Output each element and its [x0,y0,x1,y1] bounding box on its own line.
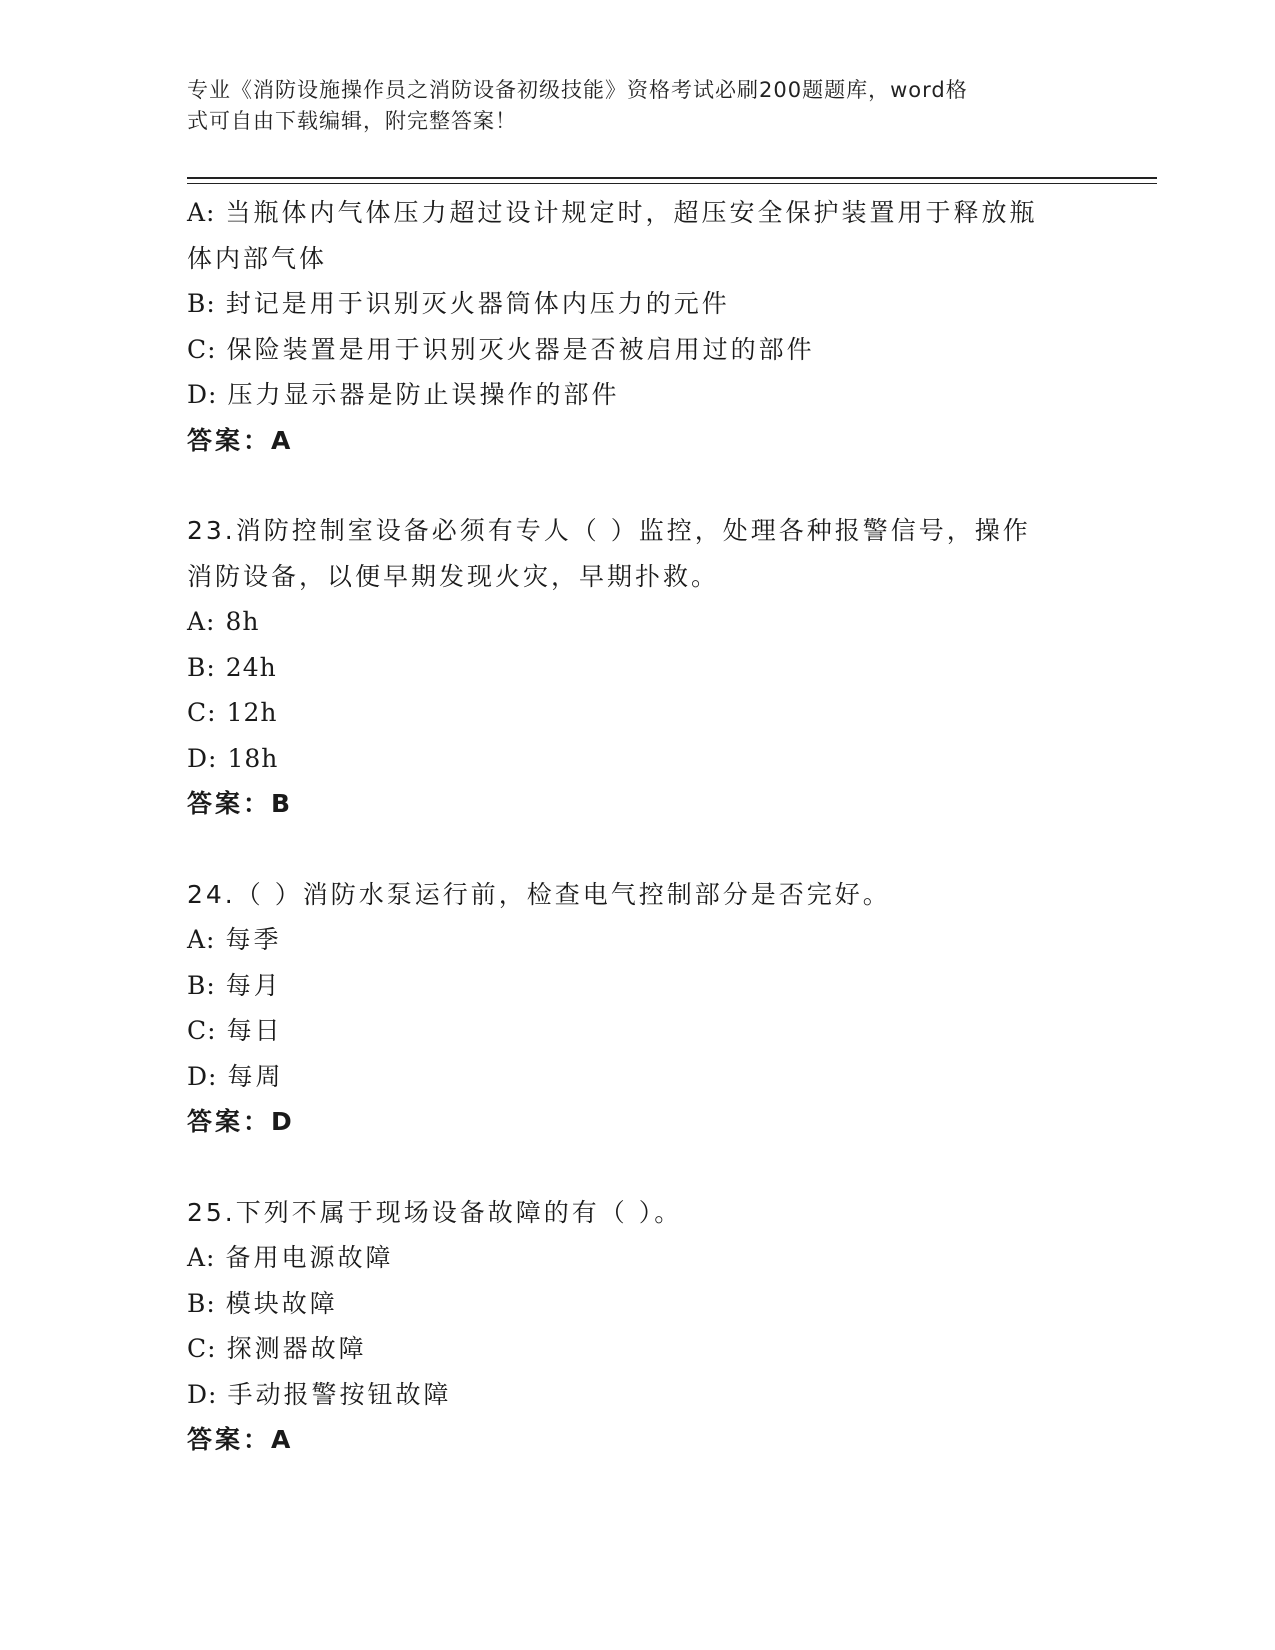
option-a: A: 每季 [187,925,282,954]
option-c: C: 保险装置是用于识别灭火器是否被启用过的部件 [187,334,815,364]
option-b: B: 封记是用于识别灭火器筒体内压力的元件 [187,289,730,318]
question-text: 23.消防控制室设备必须有专人（ ）监控，处理各种报警信号，操作 [187,516,1031,545]
option-a: A: 当瓶体内气体压力超过设计规定时，超压安全保护装置用于释放瓶 [187,198,1038,227]
option-c: C: 探测器故障 [187,1334,367,1363]
option-d: D: 手动报警按钮故障 [187,1379,452,1409]
option-b: B: 每月 [187,970,282,1000]
option-b: B: 24h [187,652,277,682]
option-b: B: 模块故障 [187,1288,338,1318]
question-text-continued: 消防设备，以便早期发现火灾，早期扑救。 [187,561,720,591]
document-header [187,75,1067,137]
option-a: A: 8h [187,607,260,636]
header-line-2: 式可自由下载编辑，附完整答案！ [187,109,517,133]
option-a: A: 备用电源故障 [187,1243,394,1272]
question-list [187,190,1087,1463]
question-23 [187,508,1087,827]
option-d: D: 压力显示器是防止误操作的部件 [187,380,620,409]
question-text: 24.（ ）消防水泵运行前，检查电气控制部分是否完好。 [187,879,891,909]
spacer [187,463,1087,508]
question-text: 25.下列不属于现场设备故障的有（ ）。 [187,1197,683,1227]
header-divider-thick [187,177,1157,179]
header-divider-thin [187,183,1157,184]
option-c: C: 12h [187,698,278,727]
header-line-1: 专业《消防设施操作员之消防设备初级技能》资格考试必刷200题题库，word格 [187,78,968,102]
option-d: D: 18h [187,743,279,773]
spacer [187,1145,1087,1190]
question-24 [187,872,1087,1145]
question-25 [187,1190,1087,1463]
option-d: D: 每周 [187,1061,284,1091]
answer-label: 答案：A [187,1425,294,1454]
question-22 [187,190,1087,463]
answer-label: 答案：B [187,789,294,818]
option-a-continued: 体内部气体 [187,243,328,273]
spacer [187,827,1087,872]
option-c: C: 每日 [187,1016,283,1045]
answer-label: 答案：A [187,425,294,455]
answer-label: 答案：D [187,1107,295,1136]
